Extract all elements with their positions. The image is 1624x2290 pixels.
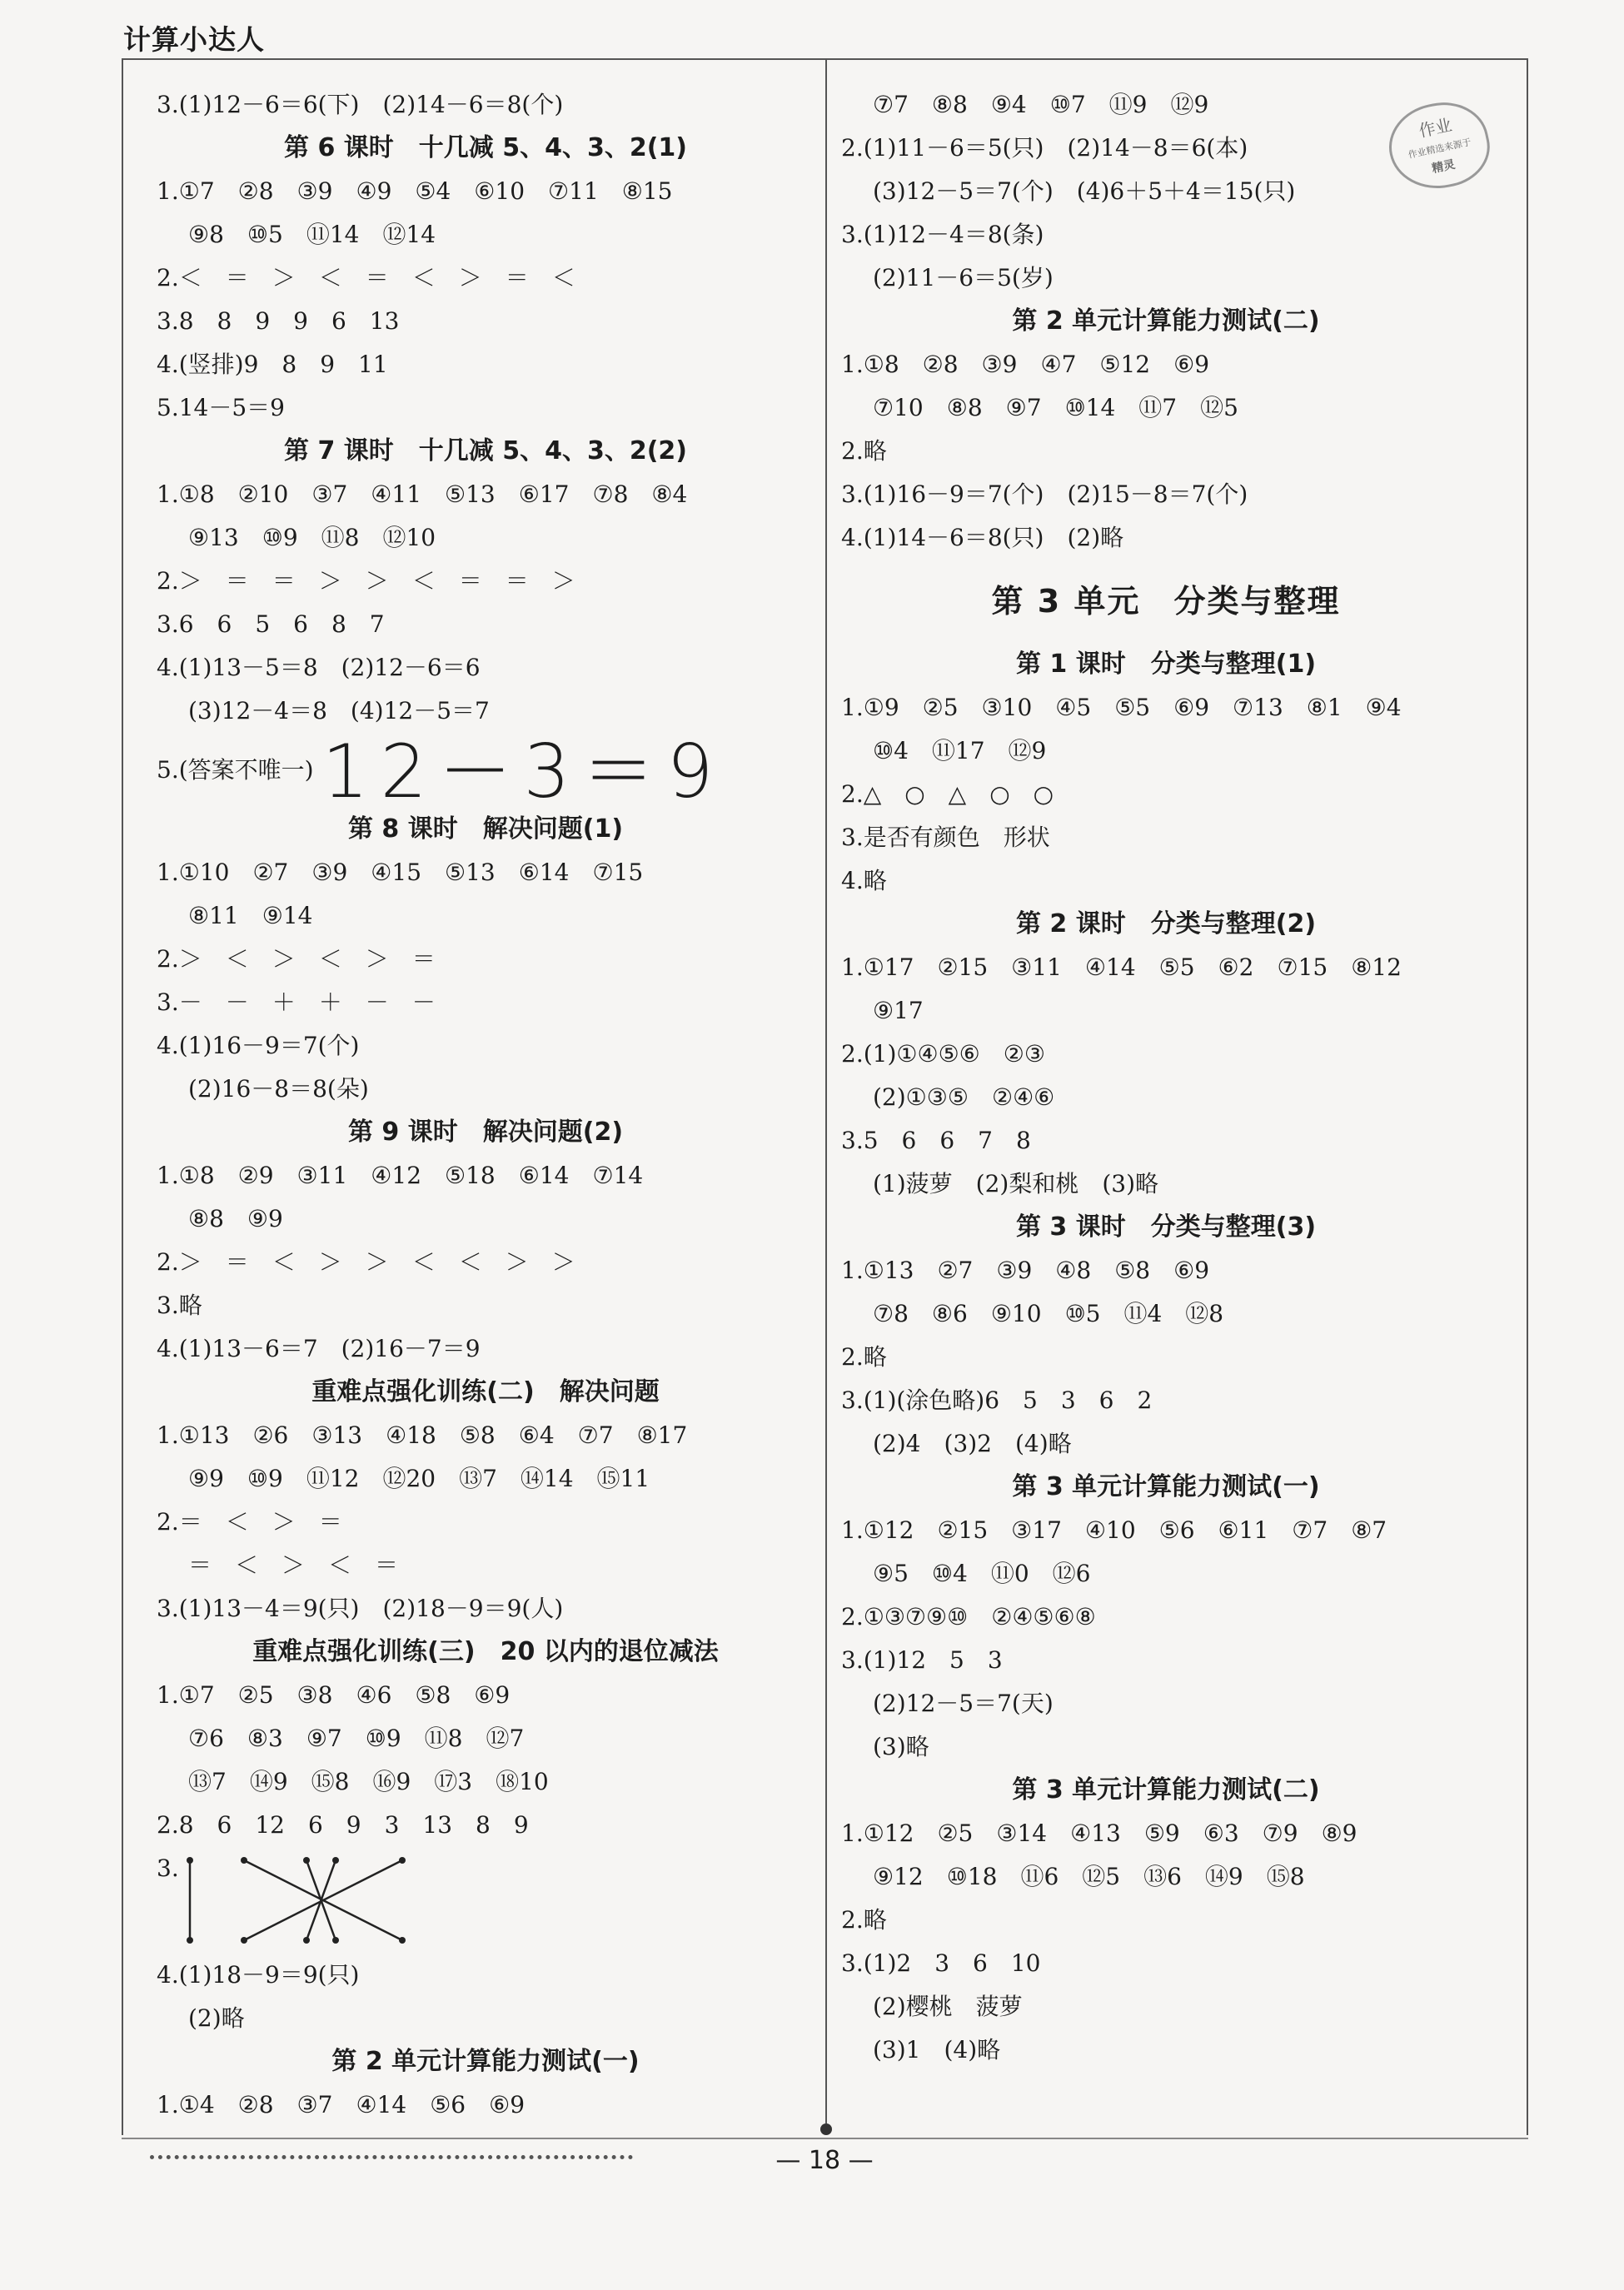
answer-line: 1.①12 ②15 ③17 ④10 ⑤6 ⑥11 ⑦7 ⑧7: [841, 1516, 1387, 1544]
answer-line: (2)12－5＝7(天): [873, 1690, 1054, 1717]
book-title: 计算小达人: [123, 23, 265, 56]
match-dot: [399, 1937, 406, 1944]
answer-label: 3.: [157, 1854, 179, 1882]
match-dot: [187, 1937, 193, 1944]
answer-line: 1.①12 ②5 ③14 ④13 ⑤9 ⑥3 ⑦9 ⑧9: [841, 1820, 1357, 1847]
answer-line: 2.略: [841, 1906, 887, 1934]
match-dot: [332, 1937, 339, 1944]
answer-line: (3)略: [873, 1733, 929, 1760]
answer-line: 1.①8 ②10 ③7 ④11 ⑤13 ⑥17 ⑦8 ⑧4: [157, 480, 688, 508]
match-dot: [241, 1857, 247, 1864]
matching-lines-diagram: [157, 1847, 814, 1954]
answer-line: (2)4 (3)2 (4)略: [873, 1430, 1072, 1457]
lesson-heading: 重难点强化训练(二) 解决问题: [311, 1377, 660, 1406]
answer-line: (1)菠萝 (2)梨和桃 (3)略: [873, 1170, 1158, 1197]
answer-line: 3.(1)12 5 3: [841, 1646, 1003, 1674]
answer-line: 3.6 6 5 6 8 7: [157, 610, 385, 638]
matching-lines-svg: [182, 1850, 431, 1950]
answer-line: ⑨17: [873, 997, 924, 1024]
answer-line: 3.是否有颜色 形状: [841, 824, 1050, 851]
lesson-heading: 第 3 单元计算能力测试(二): [1012, 1775, 1320, 1805]
stamp-subtitle: 作业精选来源于: [1407, 137, 1472, 161]
column-divider: [825, 60, 827, 2123]
answer-line: ⑦10 ⑧8 ⑨7 ⑩14 ⑪7 ⑫5: [873, 394, 1238, 421]
answer-line: ⑧8 ⑨9: [188, 1205, 283, 1232]
answer-line: 3.(1)(涂色略)6 5 3 6 2: [841, 1386, 1153, 1414]
answer-line: 1.①13 ②7 ③9 ④8 ⑤8 ⑥9: [841, 1257, 1210, 1284]
answer-line: (2)①③⑤ ②④⑥: [873, 1083, 1055, 1111]
answer-line: 2.(1)①④⑤⑥ ②③: [841, 1040, 1045, 1068]
lesson-heading: 第 7 课时 十几减 5、4、3、2(2): [284, 436, 687, 465]
answer-line: ⑩4 ⑪17 ⑫9: [873, 737, 1047, 764]
lesson-heading: 第 2 单元计算能力测试(一): [331, 2047, 640, 2076]
answer-line: 2.略: [841, 437, 887, 465]
answer-line: (3)12－5＝7(个) (4)6＋5＋4＝15(只): [873, 177, 1296, 205]
answer-line: 3.(1)16－9＝7(个) (2)15－8＝7(个): [841, 480, 1248, 508]
answer-line: 4.(1)16－9＝7(个): [157, 1032, 360, 1059]
match-dot: [332, 1857, 339, 1864]
answer-line: 1.①7 ②8 ③9 ④9 ⑤4 ⑥10 ⑦11 ⑧15: [157, 177, 673, 205]
answer-line: 4.(1)13－6＝7 (2)16－7＝9: [157, 1335, 481, 1362]
footer-rule: [122, 2138, 1528, 2139]
match-dot: [399, 1857, 406, 1864]
answer-line-with-equation: [157, 728, 814, 814]
answer-line: 1.①9 ②5 ③10 ④5 ⑤5 ⑥9 ⑦13 ⑧1 ⑨4: [841, 694, 1402, 721]
answer-line: ⑦8 ⑧6 ⑨10 ⑩5 ⑪4 ⑫8: [873, 1300, 1224, 1327]
lesson-heading: 第 1 课时 分类与整理(1): [1015, 650, 1317, 679]
answer-line: ⑨12 ⑩18 ⑪6 ⑫5 ⑬6 ⑭9 ⑮8: [873, 1863, 1305, 1890]
answer-line: 2.＜ ＝ ＞ ＜ ＝ ＜ ＞ ＝ ＜: [157, 264, 575, 291]
answer-line: 1.①17 ②15 ③11 ④14 ⑤5 ⑥2 ⑦15 ⑧12: [841, 953, 1402, 981]
answer-line: 2.＞ ＝ ＜ ＞ ＞ ＜ ＜ ＞ ＞: [157, 1248, 575, 1276]
answer-line: 1.①10 ②7 ③9 ④15 ⑤13 ⑥14 ⑦15: [157, 859, 644, 886]
page-number: — 18 —: [775, 2146, 874, 2175]
answer-line: 4.略: [841, 867, 887, 894]
match-dot: [187, 1857, 193, 1864]
answer-line: 4.(1)18－9＝9(只): [157, 1961, 360, 1989]
answer-line: 3.－ － ＋ ＋ － －: [157, 988, 436, 1016]
answer-line: 2.8 6 12 6 9 3 13 8 9: [157, 1811, 529, 1839]
answer-line: ⑦6 ⑧3 ⑨7 ⑩9 ⑪8 ⑫7: [188, 1725, 525, 1752]
answer-line: (2)略: [188, 2004, 245, 2032]
answer-line: 2.＞ ＜ ＞ ＜ ＞ ＝: [157, 945, 436, 973]
answer-line: 2.略: [841, 1343, 887, 1371]
lesson-heading: 第 3 单元计算能力测试(一): [1012, 1472, 1320, 1501]
left-answer-column: [157, 83, 814, 2127]
lesson-heading: 第 6 课时 十几减 5、4、3、2(1): [284, 133, 687, 162]
answer-line: 3.略: [157, 1292, 202, 1319]
stamp-title: 作业: [1417, 114, 1454, 142]
answer-line: 1.①8 ②8 ③9 ④7 ⑤12 ⑥9: [841, 351, 1210, 378]
answer-line: ＝ ＜ ＞ ＜ ＝: [188, 1551, 399, 1579]
answer-line: 3.8 8 9 9 6 13: [157, 307, 400, 335]
answer-line: 1.①13 ②6 ③13 ④18 ⑤8 ⑥4 ⑦7 ⑧17: [157, 1421, 688, 1449]
answer-line: 3.(1)2 3 6 10: [841, 1949, 1041, 1977]
answer-line: 2.＝ ＜ ＞ ＝: [157, 1508, 342, 1536]
right-answer-column: [841, 83, 1491, 2072]
answer-line: 2.△ ○ △ ○ ○: [841, 780, 1054, 808]
answer-line: 1.①8 ②9 ③11 ④12 ⑤18 ⑥14 ⑦14: [157, 1162, 644, 1189]
answer-line: 3.(1)13－4＝9(只) (2)18－9＝9(人): [157, 1595, 564, 1622]
lesson-heading: 重难点强化训练(三) 20 以内的退位减法: [252, 1637, 719, 1666]
answer-line: 2.①③⑦⑨⑩ ②④⑤⑥⑧: [841, 1603, 1096, 1630]
answer-line: 3.(1)12－6＝6(下) (2)14－6＝8(个): [157, 91, 564, 118]
answer-line: 1.①4 ②8 ③7 ④14 ⑤6 ⑥9: [157, 2091, 526, 2118]
answer-label: 5.(答案不唯一): [157, 756, 314, 784]
answer-line: (2)11－6＝5(岁): [873, 264, 1054, 291]
answer-line: 2.＞ ＝ ＝ ＞ ＞ ＜ ＝ ＝ ＞: [157, 567, 575, 595]
answer-line: ⑦7 ⑧8 ⑨4 ⑩7 ⑪9 ⑫9: [873, 91, 1209, 118]
answer-line: 2.(1)11－6＝5(只) (2)14－8＝6(本): [841, 134, 1248, 162]
lesson-heading: 第 2 课时 分类与整理(2): [1015, 909, 1317, 938]
answer-line: ⑨13 ⑩9 ⑪8 ⑫10: [188, 524, 436, 551]
answer-line: 3.5 6 6 7 8: [841, 1127, 1031, 1154]
divider-end-dot: [820, 2123, 832, 2135]
unit-heading: 第 3 单元 分类与整理: [991, 583, 1341, 620]
answer-line: 3.(1)12－4＝8(条): [841, 221, 1044, 248]
answer-line: 4.(1)14－6＝8(只) (2)略: [841, 524, 1124, 551]
answer-line: 5.14－5＝9: [157, 394, 285, 421]
match-dot: [241, 1937, 247, 1944]
lesson-heading: 第 8 课时 解决问题(1): [347, 814, 624, 844]
answer-line: (2)樱桃 菠萝: [873, 1993, 1023, 2020]
stamp-brand: 精灵: [1431, 157, 1457, 177]
answer-line: ⑨8 ⑩5 ⑪14 ⑫14: [188, 221, 436, 248]
answer-line: ⑬7 ⑭9 ⑮8 ⑯9 ⑰3 ⑱10: [188, 1768, 549, 1795]
answer-line: 1.①7 ②5 ③8 ④6 ⑤8 ⑥9: [157, 1681, 511, 1709]
footer-dotted-line: [150, 2155, 633, 2159]
answer-line: 4.(1)13－5＝8 (2)12－6＝6: [157, 654, 481, 681]
answer-line: (2)16－8＝8(朵): [188, 1075, 369, 1103]
answer-line: ⑨9 ⑩9 ⑪12 ⑫20 ⑬7 ⑭14 ⑮11: [188, 1465, 650, 1492]
answer-line: ⑨5 ⑩4 ⑪0 ⑫6: [873, 1560, 1091, 1587]
large-equation: 12－3＝9: [321, 728, 725, 814]
answer-line: ⑧11 ⑨14: [188, 902, 313, 929]
lesson-heading: 第 9 课时 解决问题(2): [347, 1118, 624, 1147]
answer-line: (3)1 (4)略: [873, 2036, 1001, 2063]
lesson-heading: 第 2 单元计算能力测试(二): [1012, 306, 1320, 336]
match-dot: [303, 1937, 310, 1944]
match-dot: [303, 1857, 310, 1864]
answer-line: 4.(竖排)9 8 9 11: [157, 351, 388, 378]
answer-line: (3)12－4＝8 (4)12－5＝7: [188, 697, 490, 724]
lesson-heading: 第 3 课时 分类与整理(3): [1015, 1212, 1317, 1242]
